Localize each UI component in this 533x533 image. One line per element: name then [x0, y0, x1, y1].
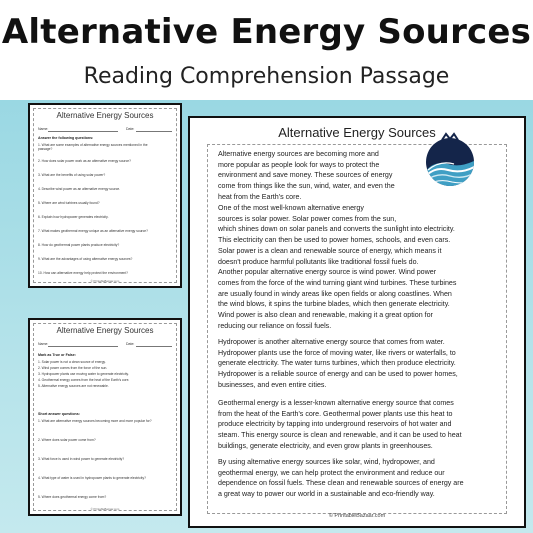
- thumb-sa-item: 3. What force is used in wind power to generate electricity?: [38, 457, 125, 461]
- header: [0, 0, 533, 100]
- date-line: [136, 346, 172, 347]
- thumb-tf-item: 1. Solar power is not a clean source of energy.: [38, 360, 106, 364]
- main-title: Alternative Energy Sources: [1, 12, 532, 52]
- thumb-title: Alternative Energy Sources: [56, 111, 154, 120]
- thumb-question: passage?: [38, 147, 53, 151]
- passage-paragraph-3: Hydropower is another alternative energy source that comes from water. Hydropower plants use the force of moving water, like rivers or waterfalls, to generate electricity. The water turns turbines, which then produce electricity. Hydropower is a reliable source of energy and can be used to power homes, businesses, and even entire cities.: [218, 338, 458, 389]
- thumb-question: 1. What are some examples of alternative energy sources mentioned in the: [38, 143, 148, 147]
- thumb-question: 5. Where are wind turbines usually found?: [38, 201, 100, 205]
- thumb-sa-item: 2. Where does solar power come from?: [38, 438, 96, 442]
- worksheet-thumbnail-true-false: [28, 318, 182, 516]
- thumb-footer: © PrintableBazaar.com: [90, 507, 120, 511]
- thumb-question: 9. What are the advantages of using alternative energy sources?: [38, 257, 133, 261]
- thumb-section-heading: Mark as True or False:: [38, 353, 76, 357]
- thumb-sa-item: 4. What type of water is used in hydropower plants to generate electricity?: [38, 476, 146, 480]
- name-line: [48, 131, 118, 132]
- thumb-question: 2. How does solar power work as an alternative energy source?: [38, 159, 131, 163]
- passage-paragraph-5: By using alternative energy sources like solar, wind, hydropower, and geothermal energy, we can help protect the environment and reduce our dependence on fossil fuels. These clean and renewable sources of energy are a great way to power our world in a sustainable and eco-friendly way.: [218, 458, 464, 499]
- sub-title: Reading Comprehension Passage: [83, 64, 450, 89]
- thumb-tf-item: 2. Wind power comes from the force of the sun.: [38, 366, 108, 370]
- thumb-question: 3. What are the benefits of using solar power?: [38, 173, 106, 177]
- passage-title: Alternative Energy Sources: [278, 125, 436, 140]
- thumb-tf-item: 4. Geothermal energy comes from the heat of the Earth's core.: [38, 378, 130, 382]
- thumb-footer: © PrintableBazaar.com: [90, 279, 120, 283]
- thumb-name-label: Name:: [38, 342, 49, 346]
- thumb-title: Alternative Energy Sources: [56, 326, 154, 335]
- thumb-name-label: Name:: [38, 127, 49, 131]
- thumb-date-label: Date:: [126, 342, 135, 346]
- thumb-sa-item: 1. What are alternative energy sources becoming more and more popular for?: [38, 419, 152, 423]
- thumb-question: 8. How do geothermal power plants produce electricity?: [38, 243, 120, 247]
- thumb-tf-item: 5. Alternative energy sources are not renewable.: [38, 384, 109, 388]
- thumb-question: 10. How can alternative energy help protect the environment?: [38, 271, 128, 275]
- energy-wave-icon: [420, 130, 480, 190]
- date-line: [136, 131, 172, 132]
- thumb-border: [33, 323, 177, 511]
- copyright-footer: © PrintableBazaar.com: [328, 513, 386, 519]
- thumb-section-heading: Answer the following questions:: [38, 136, 94, 140]
- passage-paragraph-4: Geothermal energy is a lesser-known alternative energy source that comes from the heat of the Earth's core. Geothermal power plants use this heat to produce electricity by tapping into underground reservoirs of hot water and steam. This energy source is clean and renewable, and it can be used to heat buildings, generate electricity, and even grow plants in greenhouses.: [218, 399, 462, 450]
- reading-passage-page: [188, 116, 526, 528]
- name-line: [48, 346, 118, 347]
- thumb-tf-item: 3. Hydropower plants use moving water to generate electricity.: [38, 372, 129, 376]
- thumb-sa-item: 5. Where does geothermal energy come from?: [38, 495, 107, 499]
- thumb-question: 6. Explain how hydropower generates electricity.: [38, 215, 109, 219]
- thumb-section-heading: Short answer questions:: [38, 412, 80, 416]
- passage-paragraph-1: Alternative energy sources are becoming more and more popular as people look for ways to protect the environment and save money. These sources of energy come from things like the sun, wind, water, and even the heat from the Earth's core.: [218, 150, 395, 201]
- worksheet-thumbnail-questions: [28, 103, 182, 288]
- thumb-question: 4. Describe wind power as an alternative energy source.: [38, 187, 121, 191]
- passage-paragraph-2: One of the most well-known alternative energy sources is solar power. Solar power comes from the sun, which shines down on solar panels and converts the sunlight into electricity. This electricity can then be used to power homes, schools, and even cars. Solar power is a clean and renewable source of energy, which means it doesn't produce harmful pollutants like traditional fossil fuels do. Another popular alternative energy source is wind power. Wind power comes from the force of the wind turning giant wind turbines. These turbines are usually found in windy areas like open fields or along coastlines. When the wind blows, it spins the turbine blades, which then generate electricity. Wind power is also clean and renewable, making it a great option for reducing our reliance on fossil fuels.: [218, 204, 457, 330]
- thumb-date-label: Date:: [126, 127, 135, 131]
- thumb-question: 7. What makes geothermal energy unique as an alternative energy source?: [38, 229, 148, 233]
